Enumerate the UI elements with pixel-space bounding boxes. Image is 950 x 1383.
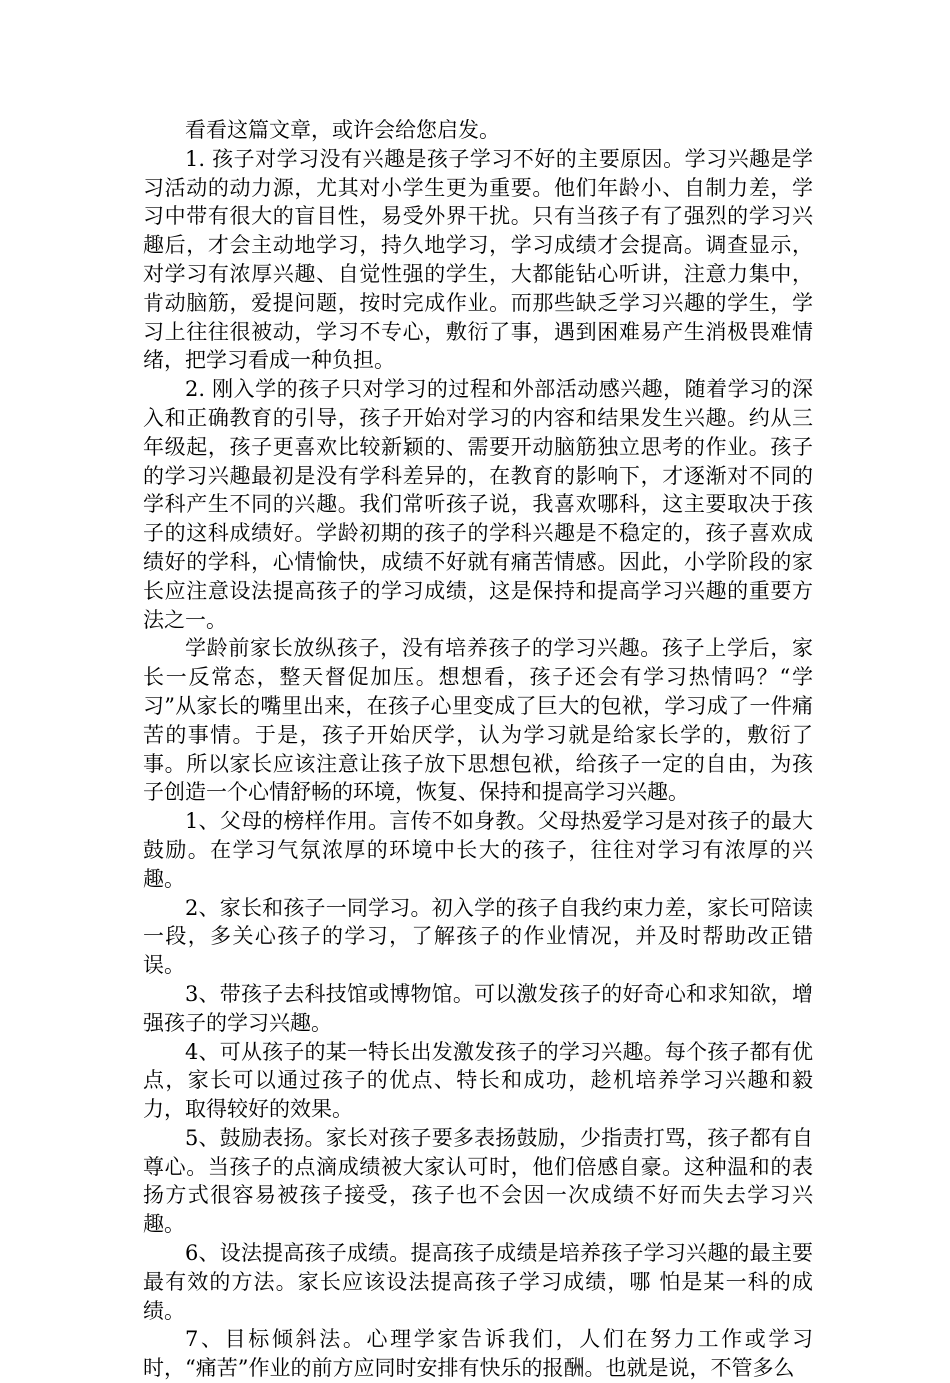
paragraph-point-1: 1. 孩子对学习没有兴趣是孩子学习不好的主要原因。学习兴趣是学习活动的动力源，尤其对小学生更为重要。他们年龄小、自制力差，学习中带有很大的盲目性，易受外界干扰。只有当孩子有了强烈的学习兴趣后，才会主动地学习，持久地学习，学习成绩才会提高。调查显示，对学习有浓厚兴趣、自觉性强的学生，大都能钻心听讲，注意力集中，肯动脑筋，爱提问题，按时完成作业。而那些缺乏学习兴趣的学生，学习上往往很被动，学习不专心，敷衍了事，遇到困难易产生消极畏难情绪，把学习看成一种负担。 [143, 146, 813, 373]
paragraph-tip-4: 4、可从孩子的某一特长出发激发孩子的学习兴趣。每个孩子都有优点，家长可以通过孩子的优点、特长和成功，趁机培养学习兴趣和毅力，取得较好的效果。 [143, 1039, 813, 1122]
paragraph-tip-5: 5、鼓励表扬。家长对孩子要多表扬鼓励，少指责打骂，孩子都有自尊心。当孩子的点滴成绩被大家认可时，他们倍感自豪。这种温和的表扬方式很容易被孩子接受，孩子也不会因一次成绩不好而失去学习兴趣。 [143, 1125, 813, 1237]
document-body [143, 116, 813, 1383]
paragraph-tip-7: 7、目标倾斜法。心理学家告诉我们，人们在努力工作或学习时，“痛苦”作业的前方应同时安排有快乐的报酬。也就是说，不管多么 [143, 1327, 813, 1381]
paragraph-tip-2: 2、家长和孩子一同学习。初入学的孩子自我约束力差，家长可陪读一段，多关心孩子的学习，了解孩子的作业情况，并及时帮助改正错误。 [143, 895, 813, 978]
paragraph-intro: 看看这篇文章，或许会给您启发。 [185, 118, 500, 142]
paragraph-tip-1: 1、父母的榜样作用。言传不如身教。父母热爱学习是对孩子的最大鼓励。在学习气氛浓厚的环境中长大的孩子，往往对学习有浓厚的兴趣。 [143, 809, 813, 891]
paragraph-tip-6: 6、设法提高孩子成绩。提高孩子成绩是培养孩子学习兴趣的最主要最有效的方法。家长应该设法提高孩子学习成绩，哪 怕是某一科的成绩。 [143, 1241, 813, 1323]
paragraph-tip-3: 3、带孩子去科技馆或博物馆。可以激发孩子的好奇心和求知欲，增强孩子的学习兴趣。 [143, 981, 813, 1035]
paragraph-point-2: 2. 刚入学的孩子只对学习的过程和外部活动感兴趣，随着学习的深入和正确教育的引导，孩子开始对学习的内容和结果发生兴趣。约从三年级起，孩子更喜欢比较新颖的、需要开动脑筋独立思考的作业。孩子的学习兴趣最初是没有学科差异的，在教育的影响下，才逐渐对不同的学科产生不同的兴趣。我们常听孩子说，我喜欢哪科，这主要取决于孩子的这科成绩好。学龄初期的孩子的学科兴趣是不稳定的，孩子喜欢成绩好的学科，心情愉快，成绩不好就有痛苦情感。因此，小学阶段的家长应注意设法提高孩子的学习成绩，这是保持和提高学习兴趣的重要方法之一。 [143, 377, 813, 632]
paragraph-preschool: 学龄前家长放纵孩子，没有培养孩子的学习兴趣。孩子上学后，家长一反常态，整天督促加压。想想看，孩子还会有学习热情吗？“学习”从家长的嘴里出来，在孩子心里变成了巨大的包袱，学习成了一件痛苦的事情。于是，孩子开始厌学，认为学习就是给家长学的，敷衍了事。所以家长应该注意让孩子放下思想包袱，给孩子一定的自由，为孩子创造一个心情舒畅的环境，恢复、保持和提高学习兴趣。 [143, 636, 813, 805]
